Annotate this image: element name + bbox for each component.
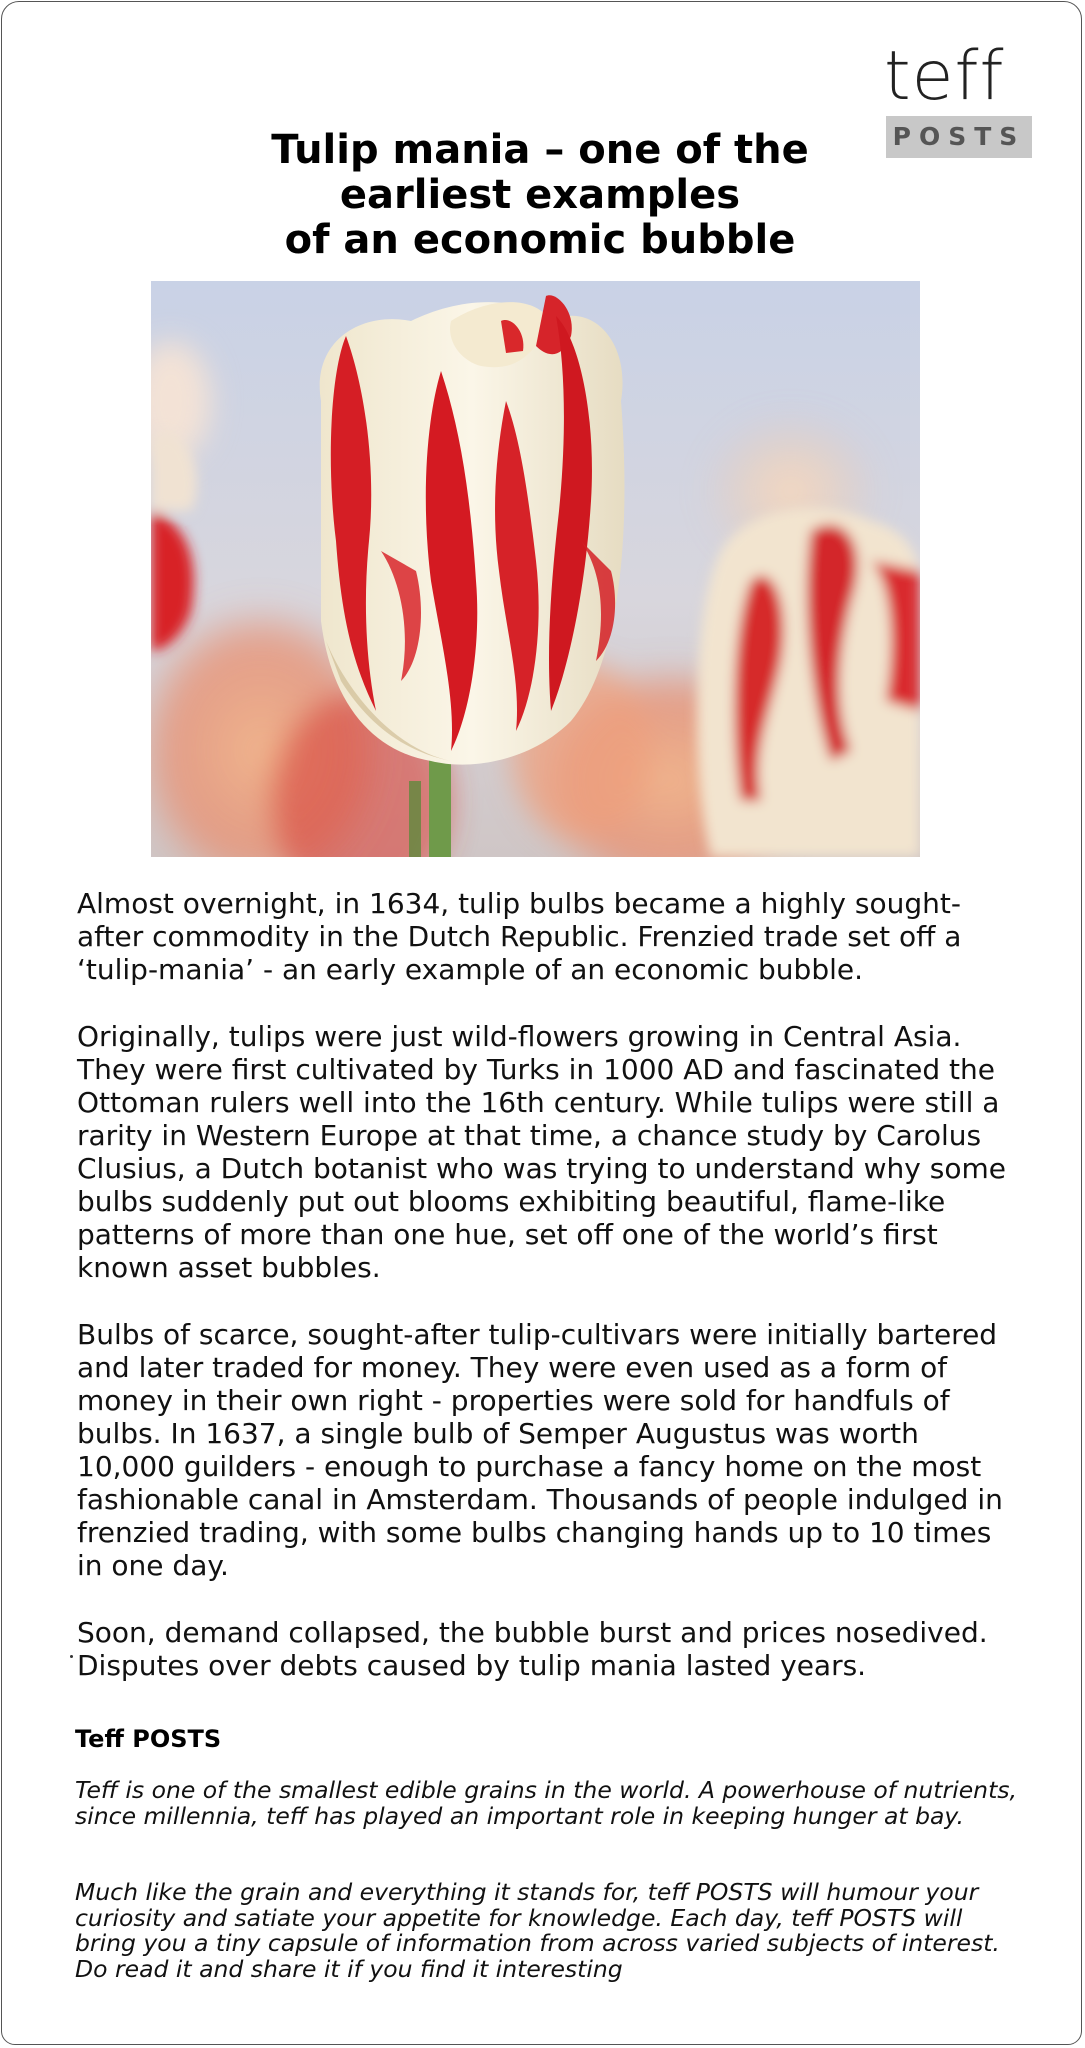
logo-posts-box: POSTS <box>886 116 1032 158</box>
about-paragraph-2: Much like the grain and everything it stands for, teff POSTS will humour your curiosity and satiate your appetite for knowledge. Each day, teff POSTS will bring you a tiny capsule of information from across varied subjects of interest. Do read it and share it if you find it interesting <box>75 1878 1000 1983</box>
article-paragraph-1: Almost overnight, in 1634, tulip bulbs became a highly sought-after commodity in the Dutch Republic. Frenzied trade set off a ‘tulip-mania’ - an early example of an economic bubble. <box>77 887 962 986</box>
teff-posts-logo <box>884 37 1032 158</box>
tulip-photo <box>151 281 920 857</box>
title-line-2: earliest examples <box>339 172 741 218</box>
article-paragraph-2: Originally, tulips were just wild-flowers growing in Central Asia. They were first cultivated by Turks in 1000 AD and fascinated the Ottoman rulers well into the 16th century. While tulips were still a rarity in Western Europe at that time, a chance study by Carolus Clusius, a Dutch botanist who was trying to understand why some bulbs suddenly put out blooms exhibiting beautiful, flame-like patterns of more than one hue, set off one of the world’s first known asset bubbles. <box>77 1020 1006 1284</box>
title-line-1: Tulip mania – one of the <box>271 127 809 173</box>
title-line-3: of an economic bubble <box>284 217 796 263</box>
page-title <box>205 128 875 263</box>
stray-dot <box>70 1655 73 1658</box>
article-paragraph-3: Bulbs of scarce, sought-after tulip-cultivars were initially bartered and later traded for money. They were even used as a form of money in their own right - properties were sold for handfuls of bulbs. In 1637, a single bulb of Semper Augustus was worth 10,000 guilders - enough to purchase a fancy home on the most fashionable canal in Amsterdam. Thousands of people indulged in frenzied trading, with some bulbs changing hands up to 10 times in one day. <box>77 1318 1003 1582</box>
logo-word: teff <box>884 37 1005 116</box>
about-heading: Teff POSTS <box>75 1725 222 1753</box>
article-paragraph-4: Soon, demand collapsed, the bubble burst and prices nosedived. Disputes over debts caused by tulip mania lasted years. <box>77 1616 988 1682</box>
about-paragraph-1: Teff is one of the smallest edible grains in the world. A powerhouse of nutrients, since millennia, teff has played an important role in keeping hunger at bay. <box>75 1776 1017 1830</box>
